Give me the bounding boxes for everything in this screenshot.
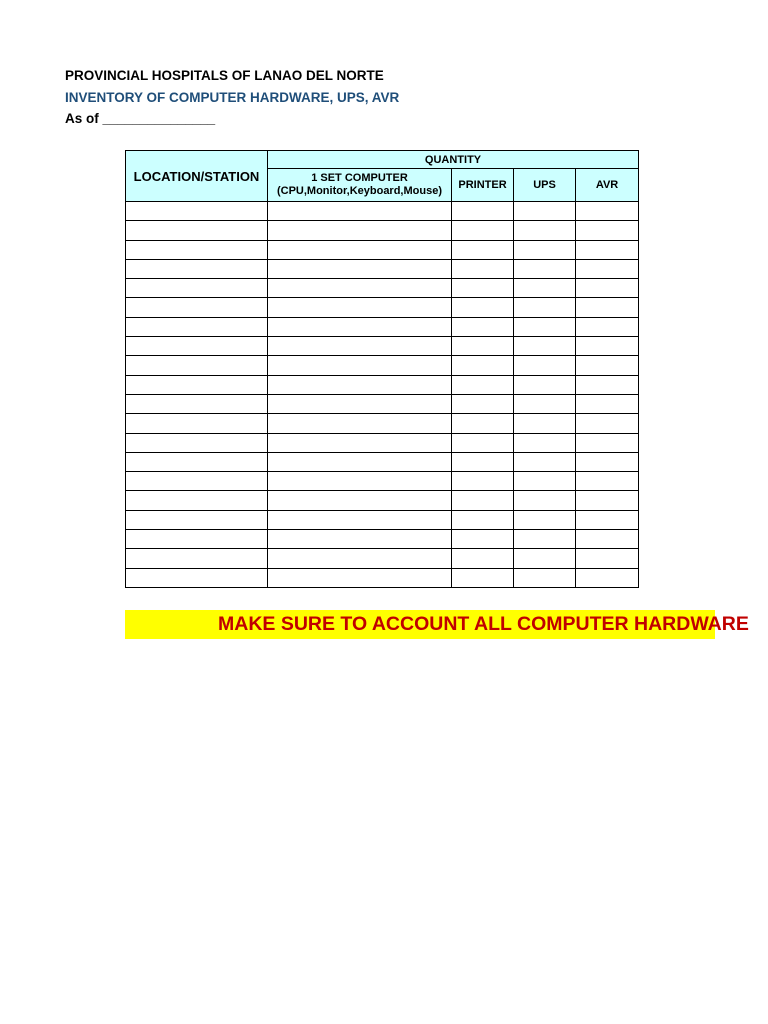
computer-set-cell — [268, 279, 452, 298]
ups-cell — [514, 221, 576, 240]
printer-cell — [452, 375, 514, 394]
location-cell — [126, 317, 268, 336]
inventory-table — [125, 150, 639, 588]
avr-cell — [576, 510, 639, 529]
ups-cell — [514, 568, 576, 587]
ups-cell — [514, 259, 576, 278]
table-row — [126, 568, 639, 587]
avr-cell — [576, 433, 639, 452]
ups-cell — [514, 298, 576, 317]
printer-cell — [452, 356, 514, 375]
printer-cell — [452, 337, 514, 356]
printer-cell — [452, 472, 514, 491]
ups-cell — [514, 356, 576, 375]
location-cell — [126, 433, 268, 452]
ups-header: UPS — [514, 169, 576, 202]
computer-set-cell — [268, 452, 452, 471]
table-row — [126, 375, 639, 394]
location-cell — [126, 279, 268, 298]
avr-cell — [576, 337, 639, 356]
ups-cell — [514, 375, 576, 394]
computer-set-cell — [268, 240, 452, 259]
computer-set-cell — [268, 510, 452, 529]
computer-set-cell — [268, 337, 452, 356]
printer-cell — [452, 279, 514, 298]
computer-set-cell — [268, 530, 452, 549]
reminder-banner-text: MAKE SURE TO ACCOUNT ALL COMPUTER HARDWARE — [218, 613, 749, 635]
ups-cell — [514, 279, 576, 298]
computer-set-cell — [268, 221, 452, 240]
avr-cell — [576, 356, 639, 375]
printer-cell — [452, 298, 514, 317]
location-cell — [126, 510, 268, 529]
table-row — [126, 259, 639, 278]
ups-cell — [514, 452, 576, 471]
organization-title: PROVINCIAL HOSPITALS OF LANAO DEL NORTE — [65, 68, 384, 83]
ups-cell — [514, 317, 576, 336]
location-cell — [126, 414, 268, 433]
avr-cell — [576, 279, 639, 298]
quantity-header: QUANTITY — [268, 151, 639, 169]
avr-cell — [576, 240, 639, 259]
table-row — [126, 298, 639, 317]
location-cell — [126, 356, 268, 375]
table-row — [126, 356, 639, 375]
table-row — [126, 549, 639, 568]
avr-cell — [576, 414, 639, 433]
ups-cell — [514, 240, 576, 259]
table-row — [126, 452, 639, 471]
ups-cell — [514, 530, 576, 549]
ups-cell — [514, 337, 576, 356]
location-cell — [126, 568, 268, 587]
computer-set-cell — [268, 356, 452, 375]
computer-set-cell — [268, 433, 452, 452]
table-row — [126, 510, 639, 529]
printer-header: PRINTER — [452, 169, 514, 202]
computer-set-cell — [268, 298, 452, 317]
computer-set-cell — [268, 375, 452, 394]
printer-cell — [452, 549, 514, 568]
table-row — [126, 240, 639, 259]
table-row — [126, 491, 639, 510]
computer-set-cell — [268, 202, 452, 221]
printer-cell — [452, 202, 514, 221]
printer-cell — [452, 394, 514, 413]
table-row — [126, 530, 639, 549]
computer-set-header — [268, 169, 452, 202]
printer-cell — [452, 491, 514, 510]
reminder-banner — [125, 610, 749, 639]
ups-cell — [514, 202, 576, 221]
avr-cell — [576, 530, 639, 549]
as-of-line: As of _______________ — [65, 111, 216, 126]
location-cell — [126, 394, 268, 413]
table-row — [126, 317, 639, 336]
location-cell — [126, 549, 268, 568]
location-cell — [126, 298, 268, 317]
printer-cell — [452, 240, 514, 259]
computer-set-cell — [268, 491, 452, 510]
avr-cell — [576, 452, 639, 471]
location-cell — [126, 202, 268, 221]
location-cell — [126, 259, 268, 278]
location-cell — [126, 221, 268, 240]
location-cell — [126, 472, 268, 491]
table-row — [126, 433, 639, 452]
avr-cell — [576, 472, 639, 491]
printer-cell — [452, 259, 514, 278]
printer-cell — [452, 452, 514, 471]
avr-cell — [576, 568, 639, 587]
computer-set-header-line2: (CPU,Monitor,Keyboard,Mouse) — [276, 185, 442, 197]
location-cell — [126, 452, 268, 471]
location-cell — [126, 337, 268, 356]
table-row — [126, 394, 639, 413]
location-cell — [126, 240, 268, 259]
avr-cell — [576, 259, 639, 278]
printer-cell — [452, 221, 514, 240]
location-cell — [126, 375, 268, 394]
avr-header: AVR — [576, 169, 639, 202]
location-cell — [126, 491, 268, 510]
avr-cell — [576, 394, 639, 413]
ups-cell — [514, 491, 576, 510]
avr-cell — [576, 202, 639, 221]
ups-cell — [514, 510, 576, 529]
avr-cell — [576, 375, 639, 394]
table-row — [126, 472, 639, 491]
computer-set-cell — [268, 394, 452, 413]
table-row — [126, 337, 639, 356]
table-row — [126, 414, 639, 433]
avr-cell — [576, 549, 639, 568]
printer-cell — [452, 317, 514, 336]
document-title: INVENTORY OF COMPUTER HARDWARE, UPS, AVR — [65, 90, 400, 105]
table-row — [126, 221, 639, 240]
avr-cell — [576, 491, 639, 510]
printer-cell — [452, 414, 514, 433]
ups-cell — [514, 472, 576, 491]
computer-set-cell — [268, 414, 452, 433]
ups-cell — [514, 394, 576, 413]
computer-set-cell — [268, 472, 452, 491]
printer-cell — [452, 568, 514, 587]
computer-set-cell — [268, 259, 452, 278]
table-row — [126, 202, 639, 221]
inventory-table-body — [126, 202, 639, 588]
avr-cell — [576, 221, 639, 240]
ups-cell — [514, 549, 576, 568]
computer-set-header-line1: 1 SET COMPUTER — [311, 172, 408, 184]
avr-cell — [576, 317, 639, 336]
printer-cell — [452, 530, 514, 549]
table-row — [126, 279, 639, 298]
computer-set-cell — [268, 317, 452, 336]
printer-cell — [452, 510, 514, 529]
computer-set-cell — [268, 549, 452, 568]
avr-cell — [576, 298, 639, 317]
computer-set-cell — [268, 568, 452, 587]
location-cell — [126, 530, 268, 549]
location-station-header: LOCATION/STATION — [126, 151, 268, 202]
printer-cell — [452, 433, 514, 452]
ups-cell — [514, 433, 576, 452]
ups-cell — [514, 414, 576, 433]
